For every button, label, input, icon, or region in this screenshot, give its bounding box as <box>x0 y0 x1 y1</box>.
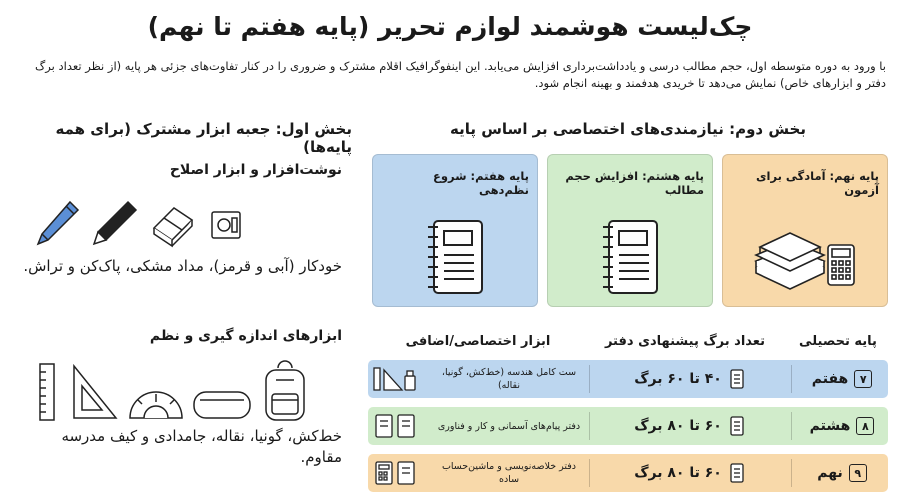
card-grade9 <box>722 154 888 307</box>
set-square-icon <box>70 362 120 422</box>
grade-number-badge: ۷ <box>854 370 872 388</box>
extra-cell <box>368 454 588 492</box>
divider <box>791 412 792 440</box>
group-measuring-title: ابزارهای اندازه گیری و نظم <box>149 328 342 344</box>
notebook-icon <box>420 217 490 297</box>
header-grade: پایه تحصیلی <box>799 334 877 349</box>
card-grade7 <box>372 154 538 307</box>
sheets-value: ۴۰ تا ۶۰ برگ <box>634 371 722 387</box>
extra-cell <box>368 360 588 398</box>
notebook-icon <box>728 463 744 483</box>
notebook-icon <box>595 217 665 297</box>
grade-number-badge: ۹ <box>849 464 867 482</box>
eraser-icon <box>148 198 198 248</box>
writing-tools-icons <box>32 198 246 248</box>
pencil-icon <box>90 198 140 248</box>
section2-title: بخش دوم: نیازمندی‌های اختصاصی بر اساس پایه <box>450 120 806 138</box>
calculator-notebook-icon <box>372 460 418 486</box>
divider <box>589 365 590 393</box>
card-grade9-title: پایه نهم: آمادگی برای آزمون <box>755 169 879 197</box>
pencil-case-icon <box>192 386 252 422</box>
table-header <box>368 334 888 354</box>
notebook-icon <box>728 416 744 436</box>
divider <box>791 459 792 487</box>
sharpener-icon <box>206 198 246 248</box>
card-grade8-title: پایه هشتم: افزایش حجم مطالب <box>565 169 704 197</box>
section1-title: بخش اول: جعبه ابزار مشترک (برای همه پایه‌ها) <box>55 120 352 156</box>
measuring-tools-icons <box>32 360 310 422</box>
extra-text: دفتر خلاصه‌نویسی و ماشین‌حساب ساده <box>441 461 577 485</box>
card-grade7-title: پایه هفتم: شروع نظم‌دهی <box>433 169 529 197</box>
header-extra: ابزار اختصاصی/اضافی <box>405 334 551 349</box>
pen-icon <box>32 198 82 248</box>
header-sheets: تعداد برگ پیشنهادی دفتر <box>604 334 766 349</box>
notebooks-icon <box>372 413 418 439</box>
sheets-cell <box>590 407 788 445</box>
grade-cell <box>796 360 888 398</box>
extra-text: دفتر پیام‌های آسمانی و کار و فناوری <box>437 420 581 432</box>
table-row <box>368 454 888 492</box>
protractor-icon <box>128 382 184 422</box>
group-writing-title: نوشت‌افزار و ابزار اصلاح <box>169 162 342 178</box>
card-grade8 <box>547 154 713 307</box>
table-row <box>368 407 888 445</box>
notebook-icon <box>728 369 744 389</box>
table-row <box>368 360 888 398</box>
grade-label: هفتم <box>811 371 849 387</box>
ruler-icon <box>32 362 62 422</box>
page-title: چک‌لیست هوشمند لوازم تحریر (پایه هفتم تا نهم) <box>147 12 753 41</box>
extra-text: ست کامل هندسه (خط‌کش، گونیا، نقاله) <box>441 367 577 391</box>
divider <box>791 365 792 393</box>
group-writing-desc: خودکار (آبی و قرمز)، مداد مشکی، پاک‌کن و تراش. <box>23 257 342 275</box>
divider <box>589 459 590 487</box>
geometry-set-icon <box>372 366 418 392</box>
grade-label: هشتم <box>809 418 851 434</box>
sheets-cell <box>590 454 788 492</box>
sheets-value: ۶۰ تا ۸۰ برگ <box>634 465 722 481</box>
intro-paragraph: با ورود به دوره متوسطه اول، حجم مطالب درسی و یادداشت‌برداری افزایش می‌یابد. این اینفوگرافیک اقلام مشترک و ضروری را در کنار تفاوت‌های جزئی هر پایه (از نظر تعداد برگ دفتر و ابزارهای خاص) نمایش می‌دهد تا خریدی هدفمند و بهینه انجام شود. <box>35 59 886 90</box>
books-calculator-icon <box>750 217 860 297</box>
section-grade-needs <box>368 120 888 500</box>
grade-cell <box>796 407 888 445</box>
grade-label: نهم <box>817 465 843 481</box>
backpack-icon <box>260 360 310 422</box>
group-measuring-desc: خط‌کش، گونیا، نقاله، جامدادی و کیف مدرسه مقاوم. <box>61 427 342 466</box>
sheets-value: ۶۰ تا ۸۰ برگ <box>634 418 722 434</box>
grade-number-badge: ۸ <box>856 417 874 435</box>
grade-cell <box>796 454 888 492</box>
extra-cell <box>368 407 588 445</box>
divider <box>589 412 590 440</box>
sheets-cell <box>590 360 788 398</box>
section-common-toolkit <box>12 120 352 500</box>
